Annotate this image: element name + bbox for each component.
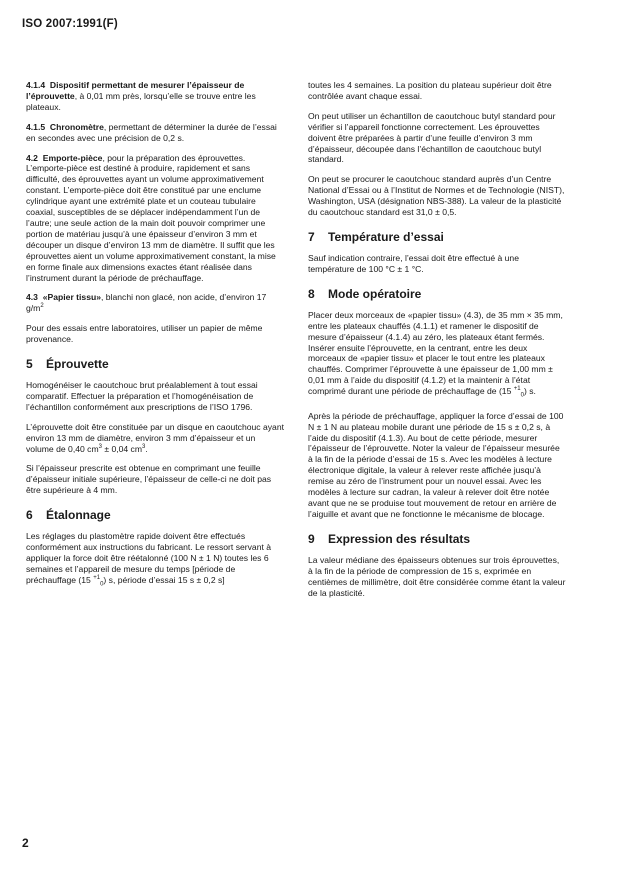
section-6-para-3: On peut se procurer le caoutchouc standard auprès d’un Centre National d’Essai ou à l’Institut de Normes et de Technologie (NIST), Washington, USA (désignation NBS-388). La valeur de la plasticité du caoutchouc standard est 31,0 ± 0,5. xyxy=(308,174,565,218)
section-6-tolerance-upper: +1 xyxy=(93,574,101,581)
section-5-title: Éprouvette xyxy=(46,357,109,372)
section-8-title: Mode opératoire xyxy=(328,286,422,301)
clause-4-1-4-title: Dispositif permettant de mesurer l’épaisseur de l’éprouvette xyxy=(26,80,245,101)
section-8-heading xyxy=(308,287,566,301)
section-5-para-2 xyxy=(26,422,284,455)
section-5-para-3: Si l’épaisseur prescrite est obtenue en comprimant une feuille d’épaisseur initiale supérieure, l’épaisseur de celle-ci ne doit pas être supérieure à 4 mm. xyxy=(26,463,272,496)
section-6-para-1-a: Les réglages du plastomètre rapide doivent être effectués conformément aux instructions du fabricant. Le ressort servant à appliquer la force doit être réétalonné (100 N ± 1 N) toutes les 6 semaines et l’appareil de mesure du temps [période de préchauffage (15 xyxy=(26,531,272,585)
section-8-para-2: Après la période de préchauffage, appliquer la force d’essai de 100 N ± 1 N au plateau mobile durant une période de 15 s ± 0,2 s, à l’aide du dispositif (4.1.3). Au bout de cette période, mesurer l’épaisseur de l’éprouvette. Noter la valeur de l’épaisseur mesurée à la fin de la période d’essai de 15 s. Avec les modèles à lecture électronique digitale, la valeur à relever reste affichée jusqu’à remise au zéro de l’instrument pour un nouvel essai. Avec les modèles à lecture sur cadran, la valeur à relever doit être notée avant que ne se produise tout mouvement de retour en arrière de l’aiguille et avant que ne fonctionne le mécanisme de blocage. xyxy=(308,410,564,519)
clause-4-1-4 xyxy=(26,80,284,113)
section-6-tolerance-lower: 0 xyxy=(100,581,104,588)
section-5-heading xyxy=(26,357,284,371)
section-6-para-2: On peut utiliser un échantillon de caoutchouc butyl standard pour vérifier si l’appareil fonctionne correctement. Les éprouvettes doivent être préparées à partir d’une feuille d’environ 3 mm d’épaisseur, découpée dans l’échantillon de caoutchouc butyl standard. xyxy=(308,110,556,165)
section-5-para-2-c: . xyxy=(145,443,148,454)
page-number: 2 xyxy=(22,836,29,850)
clause-4-1-5 xyxy=(26,122,284,144)
section-5-para-1: Homogénéiser le caoutchouc brut préalablement à tout essai comparatif. Effectuer la préparation et l’homogénéisation de l’échantillon conformément aux prescriptions de l’ISO 1796. xyxy=(26,380,258,412)
clause-4-2-title: Emporte-pièce xyxy=(42,152,103,163)
section-7-para-1: Sauf indication contraire, l’essai doit être effectué à une température de 100 °C ± 1 °C. xyxy=(308,252,519,274)
section-9-number: 9 xyxy=(308,531,315,546)
clause-4-2 xyxy=(26,153,284,284)
section-6-para-1-b: ) s, période d’essai 15 s ± 0,2 s] xyxy=(103,574,225,585)
right-column xyxy=(308,80,566,607)
clause-4-3-sup: 2 xyxy=(40,303,44,310)
section-5-para-2-b: ± 0,04 cm xyxy=(101,443,143,454)
section-8-para-1 xyxy=(308,310,566,402)
section-9-title: Expression des résultats xyxy=(328,531,471,546)
section-8-para-1-b: ) s. xyxy=(523,386,536,397)
section-8-tolerance-lower: 0 xyxy=(520,392,524,399)
left-column xyxy=(26,80,284,599)
clause-4-1-5-text: , permettant de déterminer la durée de l’essai en secondes avec une précision de 0,2 s. xyxy=(26,121,277,143)
section-8-tolerance-upper: +1 xyxy=(513,386,521,393)
section-5-sup-2: 3 xyxy=(142,443,146,450)
section-6-para-1 xyxy=(26,531,284,590)
clause-4-3-title: «Papier tissu» xyxy=(42,292,102,303)
section-6-number: 6 xyxy=(26,508,33,523)
section-5-sup-1: 3 xyxy=(98,443,102,450)
section-6-para-1-cont: toutes les 4 semaines. La position du plateau supérieur doit être contrôlée avant chaque essai. xyxy=(308,80,552,101)
section-6-title: Étalonnage xyxy=(46,508,111,523)
clause-4-1-4-text: , à 0,01 mm près, lorsqu’elle se trouve entre les plateaux. xyxy=(26,90,256,112)
section-7-heading xyxy=(308,230,566,244)
clause-4-1-4-label: 4.1.4 xyxy=(26,80,46,90)
section-6-heading xyxy=(26,508,284,522)
clause-4-3-text: , blanchi non glacé, non acide, d’environ 17 g/m xyxy=(26,292,267,314)
section-9-para-1: La valeur médiane des épaisseurs obtenues sur trois éprouvettes, à la fin de la période de compression de 15 s, exprimée en centièmes de millimètre, doit être considérée comme étant la valeur de la plasticité. xyxy=(308,554,566,598)
clause-4-3-label: 4.3 xyxy=(26,292,38,303)
section-8-number: 8 xyxy=(308,286,315,301)
section-7-number: 7 xyxy=(308,229,315,244)
section-5-para-2-a: L’éprouvette doit être constituée par un disque en caoutchouc ayant environ 13 mm de diamètre, environ 3 mm d’épaisseur et un volume de 0,40 cm xyxy=(26,421,284,454)
document-header: ISO 2007:1991(F) xyxy=(22,18,118,30)
clause-4-1-5-label: 4.1.5 xyxy=(26,121,46,132)
clause-4-3 xyxy=(26,292,284,314)
section-8-para-1-a: Placer deux morceaux de «papier tissu» (4.3), de 35 mm × 35 mm, entre les plateaux chauffés (4.1.1) et ramener le dispositif de mesure d’épaisseur (4.1.4) au zéro, les plateaux étant fermés. Insérer ensuite l’éprouvette, en la centrant, entre les deux morceaux de «papier tissu» et placer le tout entre les plateaux chauffés. Comprimer l’éprouvette à une épaisseur de 1,00 mm ± 0,01 mm à l’aide du dispositif (4.1.2) et la maintenir à l’état comprimé durant une période de préchauffage de (15 xyxy=(308,309,563,397)
section-7-title: Température d’essai xyxy=(328,229,444,244)
section-5-number: 5 xyxy=(26,357,33,372)
clause-4-1-5-title: Chronomètre xyxy=(49,121,104,132)
section-9-heading xyxy=(308,532,566,546)
clause-4-3-note: Pour des essais entre laboratoires, utiliser un papier de même provenance. xyxy=(26,323,263,345)
clause-4-2-text: , pour la préparation des éprouvettes. L’emporte-pièce est destiné à produire, rapidement et sans difficulté, des éprouvettes ayant un volume approximativement constant. L’emporte-pièce doit être constitué par une enclume cylindrique ayant une extrémité plate et un couteau tubulaire coaxial, susceptibles de se déplacer indépendamment l’un de l’autre; une seule action de la main doit pouvoir comprimer une portion de matériau jusqu’à une épaisseur d’environ 3 mm et découper un disque d’environ 13 mm de diamètre. Il suffit que les éprouvettes aient un volume approximativement constant, la mise en forme finale aux dimensions exactes étant réalisée dans l’instrument durant la période de préchauffage. xyxy=(26,152,276,283)
clause-4-2-label: 4.2 xyxy=(26,152,38,163)
